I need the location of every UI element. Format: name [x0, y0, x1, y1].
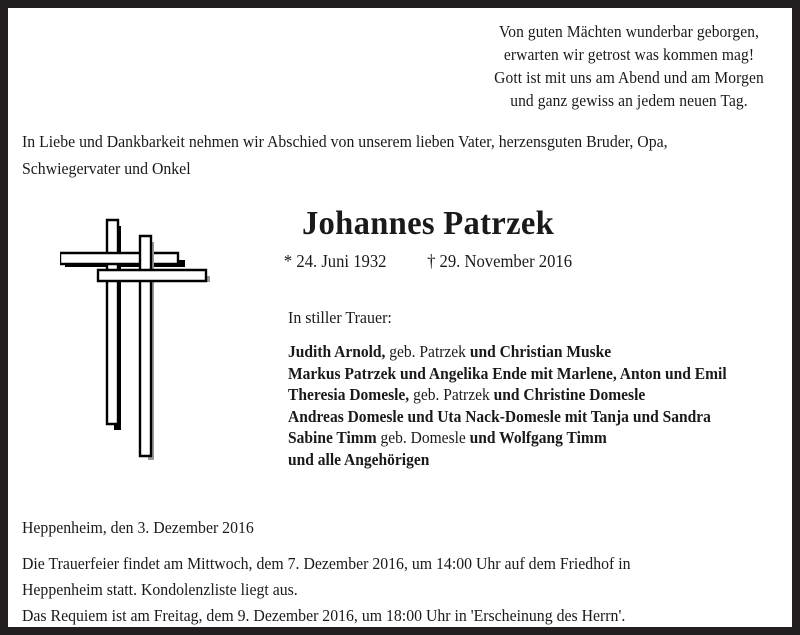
double-cross-illustration — [60, 206, 210, 476]
mourner-name: Theresia Domesle, — [288, 385, 410, 404]
intro-line: In Liebe und Dankbarkeit nehmen wir Abschied von unserem lieben Vater, herzensguten Bruder, Opa, — [22, 132, 668, 151]
memorial-poem — [487, 20, 771, 112]
place-and-date: Heppenheim, den 3. Dezember 2016 — [22, 518, 254, 537]
details-line: Die Trauerfeier findet am Mittwoch, dem 7. Dezember 2016, um 14:00 Uhr auf dem Friedhof in — [22, 554, 631, 573]
poem-line: und ganz gewiss an jedem neuen Tag. — [510, 91, 748, 110]
mourner-line — [288, 341, 749, 363]
details-line: Das Requiem ist am Freitag, dem 9. Dezember 2016, um 18:00 Uhr in 'Erscheinung des Herrn'. — [22, 606, 626, 625]
intro-text — [22, 128, 721, 182]
mourner-line — [288, 406, 749, 428]
rear-cross-body — [60, 220, 178, 424]
service-details — [22, 551, 725, 629]
mourner-line — [288, 449, 749, 471]
birth-symbol: * — [283, 251, 293, 271]
intro-line: Schwiegervater und Onkel — [22, 159, 191, 178]
mourner-name: Sabine Timm — [288, 428, 377, 447]
death-symbol: † — [427, 251, 436, 271]
mourner-name: und alle Angehörigen — [288, 449, 430, 469]
poem-line: erwarten wir getrost was kommen mag! — [503, 45, 755, 64]
poem-line: Gott ist mit uns am Abend und am Morgen — [494, 68, 764, 87]
mourner-name: und Christine Domesle — [493, 385, 646, 404]
birth-date: 24. Juni 1932 — [296, 251, 387, 271]
mourner-name: Judith Arnold, — [288, 342, 386, 361]
cross-icon — [60, 206, 210, 476]
mourner-name: Andreas Domesle und Uta Nack-Domesle mit Tanja und Sandra — [288, 406, 711, 426]
mourner-detail: geb. Domesle — [376, 428, 470, 447]
mourner-name: und Christian Muske — [469, 342, 612, 361]
deceased-block — [218, 204, 638, 273]
mourner-detail: geb. Patrzek — [409, 385, 494, 404]
poem-line: Von guten Mächten wunderbar geborgen, — [498, 22, 760, 41]
mourners-heading: In stiller Trauer: — [288, 308, 392, 327]
mourner-name: Markus Patrzek und Angelika Ende mit Marlene, Anton und Emil — [288, 363, 727, 383]
deceased-name: Johannes Patrzek — [301, 205, 555, 242]
details-line: Heppenheim statt. Kondolenzliste liegt aus. — [22, 580, 298, 599]
mourner-name: und Wolfgang Timm — [469, 428, 607, 447]
death-date: 29. November 2016 — [439, 251, 573, 271]
mourner-detail: geb. Patrzek — [385, 342, 470, 361]
mourner-line — [288, 384, 749, 406]
mourner-line — [288, 363, 749, 385]
notice-inner — [8, 8, 792, 627]
mourners-list — [288, 341, 749, 470]
mourner-line — [288, 427, 749, 449]
life-dates — [229, 249, 628, 273]
